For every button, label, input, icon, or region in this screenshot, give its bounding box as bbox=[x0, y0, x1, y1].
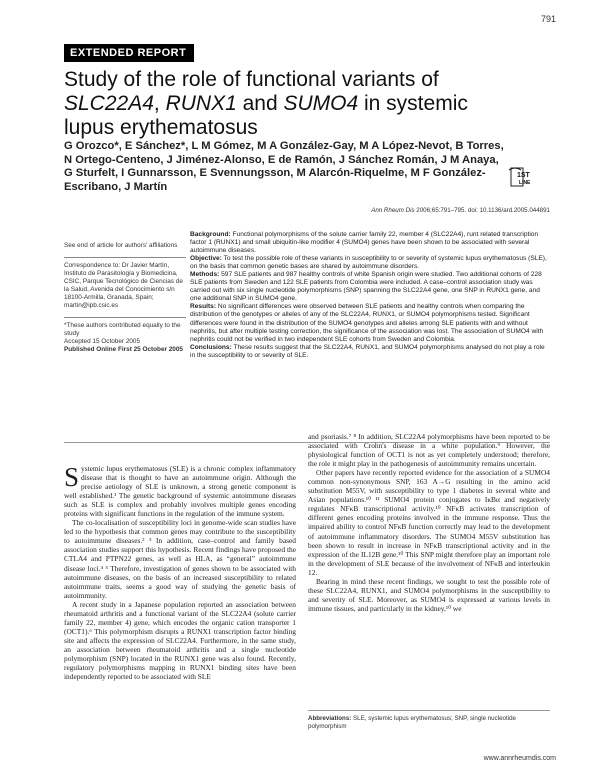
abstract-label: Objective: bbox=[190, 255, 222, 263]
body-paragraph: and psoriasis.⁷ ⁸ In addition, SLC22A4 polymorphisms have been reported to be associated with Crohn's disease in a white population.⁹ However, the physiological function of OCT1 is not as yet completely understood; therefore, the role it might play in the pathogenesis of autoimmunity remains uncertain. bbox=[308, 432, 550, 469]
abstract-text: To test the possible role of these variants in susceptibility to or severity of systemic lupus erythematosus (SLE), on the basis that common genetic bases are shared by autoimmune disorders. bbox=[190, 255, 547, 271]
title-gene: SUMO4 bbox=[283, 92, 359, 115]
body-text: ystemic lupus erythematosus (SLE) is a chronic complex inflammatory disease that is thought to have an autoimmune origin. Although the precise aetiology of SLE is unknown, a strong genetic component is well established.¹ The genetic background of systemic autoimmune diseases such as SLE is complex and probably involves multiple genes encoding proteins with significant functions in the regulation of the immune system. bbox=[64, 464, 296, 519]
badge-line1: 1ST bbox=[517, 172, 530, 179]
abstract-text: Functional polymorphisms of the solute carrier family 22, member 4 (SLC22A4), runt related transcription factor 1 (RUNX1) and small ubiquitin-like modifier 4 (SUMO4) genes have been shown to be associated with several autoimmune diseases. bbox=[190, 231, 539, 255]
affiliations-note: See end of article for authors' affiliations bbox=[64, 242, 178, 249]
section-label: EXTENDED REPORT bbox=[64, 44, 194, 62]
abbreviations-text: SLE, systemic lupus erythematosus; SNP, single nucleotide polymorphism bbox=[308, 715, 516, 730]
journal-name: Ann Rheum Dis bbox=[371, 207, 415, 214]
author-list: G Orozco*, E Sánchez*, L M Gómez, M A González-Gay, M A López-Nevot, B Torres, N Ortego-Centeno, J Jiménez-Alonso, E de Ramón, J Sánchez Román, J M Anaya, G Sturfelt, I Gunnarsson, E Svennungsson, M Alarcón-Riquelme, M F González-Escribano, J Martín bbox=[64, 140, 504, 193]
article-title bbox=[64, 68, 494, 140]
abbreviations-label: Abbreviations: bbox=[308, 715, 352, 722]
sidebar-divider bbox=[64, 317, 186, 318]
abstract-label: Conclusions: bbox=[190, 343, 232, 351]
page-number: 791 bbox=[540, 14, 556, 24]
accepted-date: Accepted 15 October 2005 bbox=[64, 338, 141, 345]
published-date: Published Online First 25 October 2005 bbox=[64, 346, 183, 353]
badge-line2: LINE bbox=[519, 180, 531, 186]
abstract-conclusions bbox=[190, 344, 550, 360]
title-gene: SLC22A4 bbox=[64, 92, 154, 115]
title-part: in systemic lupus erythematosus bbox=[64, 92, 468, 139]
body-paragraph: Other papers have recently reported evidence for the association of a SUMO4 common non-synonymous SNP, 163 A→G resulting in the amino acid substitution M55V, with susceptibility to type 1 diabetes in several white and Asian populations.¹⁰ ¹¹ SUMO4 protein conjugates to IκBα and negatively regulates NFκB transcriptional activity.¹⁰ NFκB activates transcription of different genes encoding proteins involved in the immune response. Thus the impaired ability to control NFκB function correctly may lead to the development of autoimmune inflammatory disorders. The SUMO4 M55V substitution has been shown to result in increase in NFκB transcriptional activity and in the expression of the IL12B gene.¹⁰ This SNP might therefore play an important role in the development of SLE because of the involvement of NFκB and interleukin 12. bbox=[308, 468, 550, 577]
abstract-background bbox=[190, 231, 550, 255]
title-part: and bbox=[236, 92, 284, 115]
abstract-text: These results suggest that the SLC22A4, RUNX1, and SUMO4 polymorphisms analysed do not play a role in the susceptibility to or severity of SLE. bbox=[190, 343, 545, 359]
body-paragraph: A recent study in a Japanese population reported an association between rheumatoid arthritis and a functional variant of the SLC22A4 (solute carrier family 22, member 4) gene, which encodes the organic cation transporter 1 (OCT1).⁶ This polymorphism disrupts a RUNX1 transcription factor binding site and affects the expression of SLC22A4. Furthermore, in the same study, an association between rheumatoid arthritis and a single nucleotide polymorphism (SNP) located in the RUNX1 gene was also found. Recently, regulatory polymorphisms mapping in RUNX1 binding sites have been independently reported to be associated with SLE bbox=[64, 599, 296, 682]
article-sidebar bbox=[64, 242, 186, 354]
body-column-right bbox=[308, 432, 550, 613]
abstract-results bbox=[190, 303, 550, 343]
equal-contribution-note: *These authors contributed equally to the study bbox=[64, 322, 181, 337]
body-paragraph: Bearing in mind these recent findings, we sought to test the possible role of these SLC22A4, RUNX1, and SUMO4 polymorphisms in the susceptibility to and severity of SLE. Moreover, as SUMO4 is expressed at various levels in immune tissues, and particularly in the kidney,¹⁰ we bbox=[308, 576, 550, 613]
body-paragraph bbox=[64, 464, 296, 518]
abstract-text: 597 SLE patients and 987 healthy controls of white Spanish origin were studied. Two additional cohorts of 228 SLE patients from Sweden and 122 SLE patients from Colombia were included. A case–control association study was carried out with six single nucleotide polymorphisms (SNP) spanning the SLC22A4 gene, one SNP in RUNX1 gene, and one additional SNP in SUMO4 gene. bbox=[190, 271, 542, 303]
first-line-badge-icon bbox=[507, 166, 537, 188]
title-part: Study of the role of functional variants of bbox=[64, 68, 439, 91]
body-paragraph: The co-localisation of susceptibility loci in genome-wide scan studies have led to the hypothesis that common genes may contribute to the susceptibility to autoimmune diseases.² ³ In addition, case–control and family based association studies support this hypothesis. Recent findings have proposed the CTLA4 and PTPN22 genes, as well as HLA, as “general” autoimmune disease loci.⁴ ⁵ Therefore, investigation of genes shown to be associated with autoimmune diseases, on the basis of an increased susceptibility to related autoimmune traits, seems a good way of studying the genetic basis of autoimmunity. bbox=[64, 518, 296, 600]
citation-details: 2006;65:791–795. doi: 10.1136/ard.2005.044891 bbox=[414, 207, 550, 214]
abstract-text: No significant differences were observed between SLE patients and healthy controls when comparing the distribution of the genotypes or alleles of any of the SLC22A4, RUNX1, or SUMO4 polymorphisms tested. Significant differences were found in the distribution of the SUMO4 genotypes and alleles among SLE patients with and without nephritis, but after multiple testing correction, the significance of the association was lost. The association of SUMO4 with nephritis could not be verified in two independent SLE cohorts from Sweden and Colombia. bbox=[190, 303, 544, 343]
abstract-label: Methods: bbox=[190, 271, 220, 279]
abstract-objective bbox=[190, 255, 550, 271]
drop-cap: S bbox=[64, 462, 80, 492]
sidebar-divider bbox=[64, 257, 186, 258]
journal-url[interactable]: www.annrheumdis.com bbox=[483, 755, 556, 762]
title-part: , bbox=[153, 92, 166, 115]
citation-line bbox=[340, 207, 550, 214]
abstract-methods bbox=[190, 271, 550, 303]
abbreviations-box bbox=[308, 710, 550, 731]
abstract-label: Background: bbox=[190, 231, 231, 238]
correspondence: Correspondence to: Dr Javier Martín, Instituto de Parasitología y Biomedicina, CSIC, Parque Tecnológico de Ciencias de la Salud, Avenida del Conocimiento s/n 18100-Armilla, Granada, Spain; martin@ipb.csic.es bbox=[64, 262, 183, 309]
body-column-left bbox=[64, 464, 296, 681]
abstract bbox=[190, 231, 550, 360]
title-gene: RUNX1 bbox=[165, 92, 237, 115]
abstract-label: Results: bbox=[190, 303, 217, 311]
